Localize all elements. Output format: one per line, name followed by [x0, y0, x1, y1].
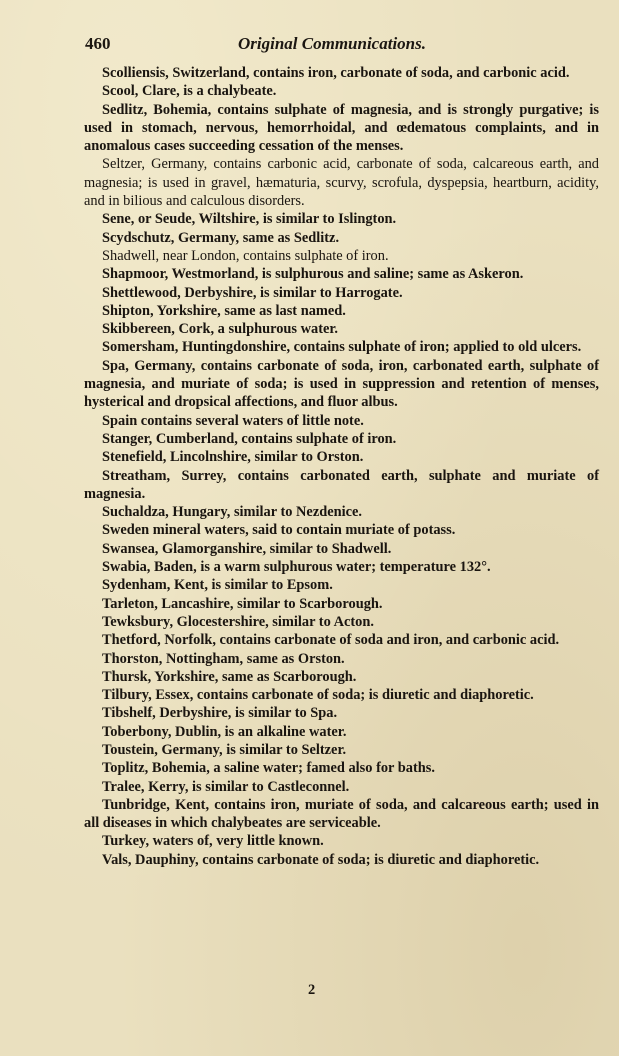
- entry: Stanger, Cumberland, contains sulphate of iron.: [102, 430, 397, 447]
- entry: Tarleton, Lancashire, similar to Scarborough.: [102, 595, 383, 612]
- entry: Somersham, Huntingdonshire, contains sulphate of iron; applied to old ulcers.: [102, 339, 582, 356]
- entry: Toustein, Germany, is similar to Seltzer.: [102, 741, 347, 758]
- entry: Sydenham, Kent, is similar to Epsom.: [102, 577, 333, 594]
- entry: Stenefield, Lincolnshire, similar to Orston.: [102, 449, 364, 466]
- entry: Thorston, Nottingham, same as Orston.: [102, 650, 345, 667]
- entry: Streatham, Surrey, contains carbonated earth, sulphate and muriate of magnesia.: [84, 467, 599, 502]
- body-text: [84, 64, 599, 869]
- entry: Thetford, Norfolk, contains carbonate of soda and iron, and carbonic acid.: [102, 632, 560, 649]
- entry: Sweden mineral waters, said to contain muriate of potass.: [102, 522, 456, 539]
- entry: Sedlitz, Bohemia, contains sulphate of magnesia, and is strongly purgative; is used in stomach, nervous, hemorrhoidal, and œdematous complaints, and in anomalous cases succeeding cessation of the menses.: [84, 101, 599, 155]
- running-head: Original Communications.: [238, 34, 426, 53]
- entry: Swabia, Baden, is a warm sulphurous water; temperature 132°.: [102, 559, 491, 576]
- entry: Shadwell, near London, contains sulphate of iron.: [102, 247, 389, 264]
- entry: Scool, Clare, is a chalybeate.: [102, 83, 277, 100]
- entry: Scydschutz, Germany, same as Sedlitz.: [102, 229, 340, 246]
- entry: Tilbury, Essex, contains carbonate of soda; is diuretic and diaphoretic.: [102, 687, 534, 704]
- signature-mark: 2: [308, 982, 316, 998]
- entry: Scolliensis, Switzerland, contains iron, carbonate of soda, and carbonic acid.: [102, 65, 570, 81]
- entry: Turkey, waters of, very little known.: [102, 833, 324, 850]
- entry: Toberbony, Dublin, is an alkaline water.: [102, 723, 347, 740]
- entry: Suchaldza, Hungary, similar to Nezdenice.: [102, 504, 362, 521]
- entry: Toplitz, Bohemia, a saline water; famed also for baths.: [102, 760, 435, 777]
- entry: Tibshelf, Derbyshire, is similar to Spa.: [102, 705, 338, 722]
- entry: Tunbridge, Kent, contains iron, muriate of soda, and calcareous earth; used in all diseases in which chalybeates are serviceable.: [84, 796, 599, 832]
- entry: Tewksbury, Glocestershire, similar to Acton.: [102, 613, 374, 630]
- entry: Vals, Dauphiny, contains carbonate of soda; is diuretic and diaphoretic.: [102, 851, 540, 868]
- entry: Skibbereen, Cork, a sulphurous water.: [102, 321, 339, 338]
- entry: Seltzer, Germany, contains carbonic acid, carbonate of soda, calcareous earth, and magnesia; is used in gravel, hæmaturia, scurvy, scrofula, dyspepsia, heartburn, acidity, and in bilious and calculous disorders.: [84, 156, 599, 210]
- page-number: 460: [85, 34, 111, 53]
- entry: Thursk, Yorkshire, same as Scarborough.: [102, 668, 357, 685]
- entry: Spain contains several waters of little note.: [102, 412, 364, 429]
- entry: Shapmoor, Westmorland, is sulphurous and saline; same as Askeron.: [102, 266, 524, 283]
- entry: Spa, Germany, contains carbonate of soda, iron, carbonated earth, sulphate of magnesia, and muriate of soda; is used in suppression and retention of menses, hysterical and dropsical affections, and fluor albus.: [84, 357, 599, 411]
- entry: Sene, or Seude, Wiltshire, is similar to Islington.: [102, 211, 397, 228]
- entry: Shipton, Yorkshire, same as last named.: [102, 302, 346, 319]
- entry: Tralee, Kerry, is similar to Castleconnel.: [102, 778, 350, 795]
- entry: Swansea, Glamorganshire, similar to Shadwell.: [102, 540, 392, 557]
- entry: Shettlewood, Derbyshire, is similar to Harrogate.: [102, 284, 403, 301]
